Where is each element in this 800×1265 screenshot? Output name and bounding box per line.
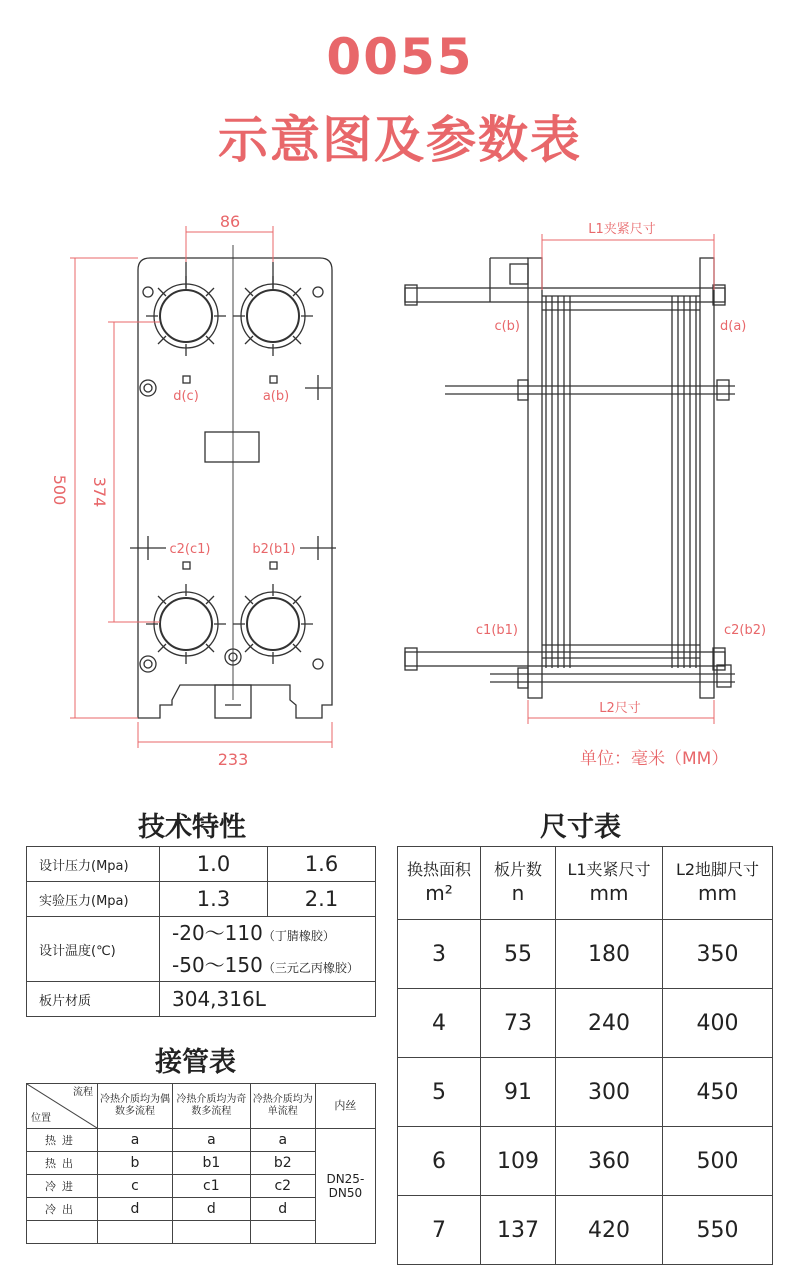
- dims-plates: 137: [481, 1196, 556, 1265]
- dims-header-plates-unit: n: [511, 881, 525, 906]
- dims-l1: 360: [556, 1127, 663, 1196]
- material-label: 板片材质: [27, 982, 160, 1017]
- dims-l1: 420: [556, 1196, 663, 1265]
- temp-values: [160, 917, 376, 982]
- dim-l1: L1夹紧尺寸: [588, 222, 656, 237]
- dim-inner: 374: [90, 476, 109, 508]
- pipe-header-odd: 冷热介质均为奇数多流程: [172, 1084, 250, 1129]
- dims-header-l2: [663, 847, 773, 920]
- dims-l1: 300: [556, 1058, 663, 1127]
- corner-position: 位置: [31, 1112, 51, 1124]
- dims-plates: 55: [481, 920, 556, 989]
- pipe-title: 接管表: [155, 1047, 236, 1078]
- port-label-top-left: d(c): [173, 389, 199, 404]
- temp-label: 设计温度(℃): [27, 917, 160, 982]
- pipe-cell: b2: [250, 1152, 315, 1175]
- pipe-cell: c: [98, 1175, 173, 1198]
- dim-l2: L2尺寸: [599, 701, 641, 716]
- pipe-row-pos: 冷出: [27, 1198, 98, 1221]
- pipe-cell: d: [250, 1198, 315, 1221]
- pipe-cell: [250, 1221, 315, 1244]
- dims-area: 4: [398, 989, 481, 1058]
- dims-table: [397, 846, 773, 1265]
- material-value: 304,316L: [160, 982, 376, 1017]
- test-pressure-v2: 2.1: [267, 882, 375, 917]
- model-code: 0055: [326, 28, 474, 86]
- side-label-c1b1: c1(b1): [475, 623, 518, 638]
- dims-l2: 400: [663, 989, 773, 1058]
- pressure-label: 设计压力(Mpa): [27, 847, 160, 882]
- pipe-row-pos: 热进: [27, 1129, 98, 1152]
- dims-l2: 450: [663, 1058, 773, 1127]
- pipe-cell: c1: [172, 1175, 250, 1198]
- dims-area: 6: [398, 1127, 481, 1196]
- dims-area: 3: [398, 920, 481, 989]
- dim-port-spacing: 86: [219, 212, 241, 231]
- dims-title: 尺寸表: [540, 812, 621, 843]
- dims-plates: 109: [481, 1127, 556, 1196]
- pipe-header-thread: 内丝: [315, 1084, 375, 1129]
- dims-header-plates: [481, 847, 556, 920]
- temp-note-2: （三元乙丙橡胶）: [262, 961, 359, 975]
- dims-header-area: [398, 847, 481, 920]
- pipe-row-pos: [27, 1221, 98, 1244]
- corner-flow: 流程: [73, 1087, 93, 1098]
- pipe-cell: [172, 1221, 250, 1244]
- dims-header-area-label: 换热面积: [406, 859, 471, 879]
- pipe-cell: [98, 1221, 173, 1244]
- test-pressure-label: 实验压力(Mpa): [27, 882, 160, 917]
- port-label-bottom-right: b2(b1): [252, 542, 296, 557]
- pipe-cell: a: [172, 1129, 250, 1152]
- tech-table: [26, 846, 376, 1017]
- page-title: 示意图及参数表: [218, 111, 582, 169]
- dims-header-l2-unit: mm: [698, 881, 737, 906]
- pipe-header-single: 冷热介质均为单流程: [250, 1084, 315, 1129]
- dims-l2: 350: [663, 920, 773, 989]
- pressure-v1: 1.0: [160, 847, 268, 882]
- pipe-cell: d: [98, 1198, 173, 1221]
- dims-header-l2-label: L2地脚尺寸: [675, 859, 760, 879]
- side-label-cb: c(b): [494, 319, 520, 334]
- pipe-header-even: 冷热介质均为偶数多流程: [98, 1084, 173, 1129]
- dims-l1: 240: [556, 989, 663, 1058]
- temp-note-1: （丁腈橡胶）: [262, 929, 335, 943]
- dims-header-l1-label: L1夹紧尺寸: [567, 859, 651, 879]
- tech-title: 技术特性: [138, 812, 246, 843]
- unit-note: 单位：毫米（MM）: [580, 749, 729, 769]
- temp-range-2: -50～150: [172, 953, 263, 977]
- dims-area: 7: [398, 1196, 481, 1265]
- test-pressure-v1: 1.3: [160, 882, 268, 917]
- dims-header-l1-unit: mm: [589, 881, 629, 906]
- pipe-table: [26, 1083, 376, 1244]
- pipe-row-pos: 冷进: [27, 1175, 98, 1198]
- side-label-da: d(a): [720, 319, 747, 334]
- dims-header-plates-label: 板片数: [493, 859, 542, 879]
- dims-area: 5: [398, 1058, 481, 1127]
- pipe-row-pos: 热出: [27, 1152, 98, 1175]
- pipe-corner: [27, 1084, 98, 1129]
- pipe-thread-value: DN25-DN50: [315, 1129, 375, 1244]
- pipe-cell: c2: [250, 1175, 315, 1198]
- pressure-v2: 1.6: [267, 847, 375, 882]
- temp-range-1: -20～110: [172, 921, 263, 945]
- dims-l2: 500: [663, 1127, 773, 1196]
- pipe-cell: a: [250, 1129, 315, 1152]
- dims-header-l1: [556, 847, 663, 920]
- dim-width: 233: [217, 750, 249, 769]
- side-label-c2b2: c2(b2): [724, 623, 767, 638]
- dims-plates: 91: [481, 1058, 556, 1127]
- dims-l2: 550: [663, 1196, 773, 1265]
- port-label-top-right: a(b): [262, 389, 290, 404]
- dims-header-area-unit: m²: [425, 881, 453, 906]
- port-label-bottom-left: c2(c1): [169, 542, 211, 557]
- pipe-cell: b: [98, 1152, 173, 1175]
- pipe-cell: b1: [172, 1152, 250, 1175]
- pipe-cell: d: [172, 1198, 250, 1221]
- dims-l1: 180: [556, 920, 663, 989]
- pipe-cell: a: [98, 1129, 173, 1152]
- dim-height: 500: [50, 474, 69, 506]
- dims-plates: 73: [481, 989, 556, 1058]
